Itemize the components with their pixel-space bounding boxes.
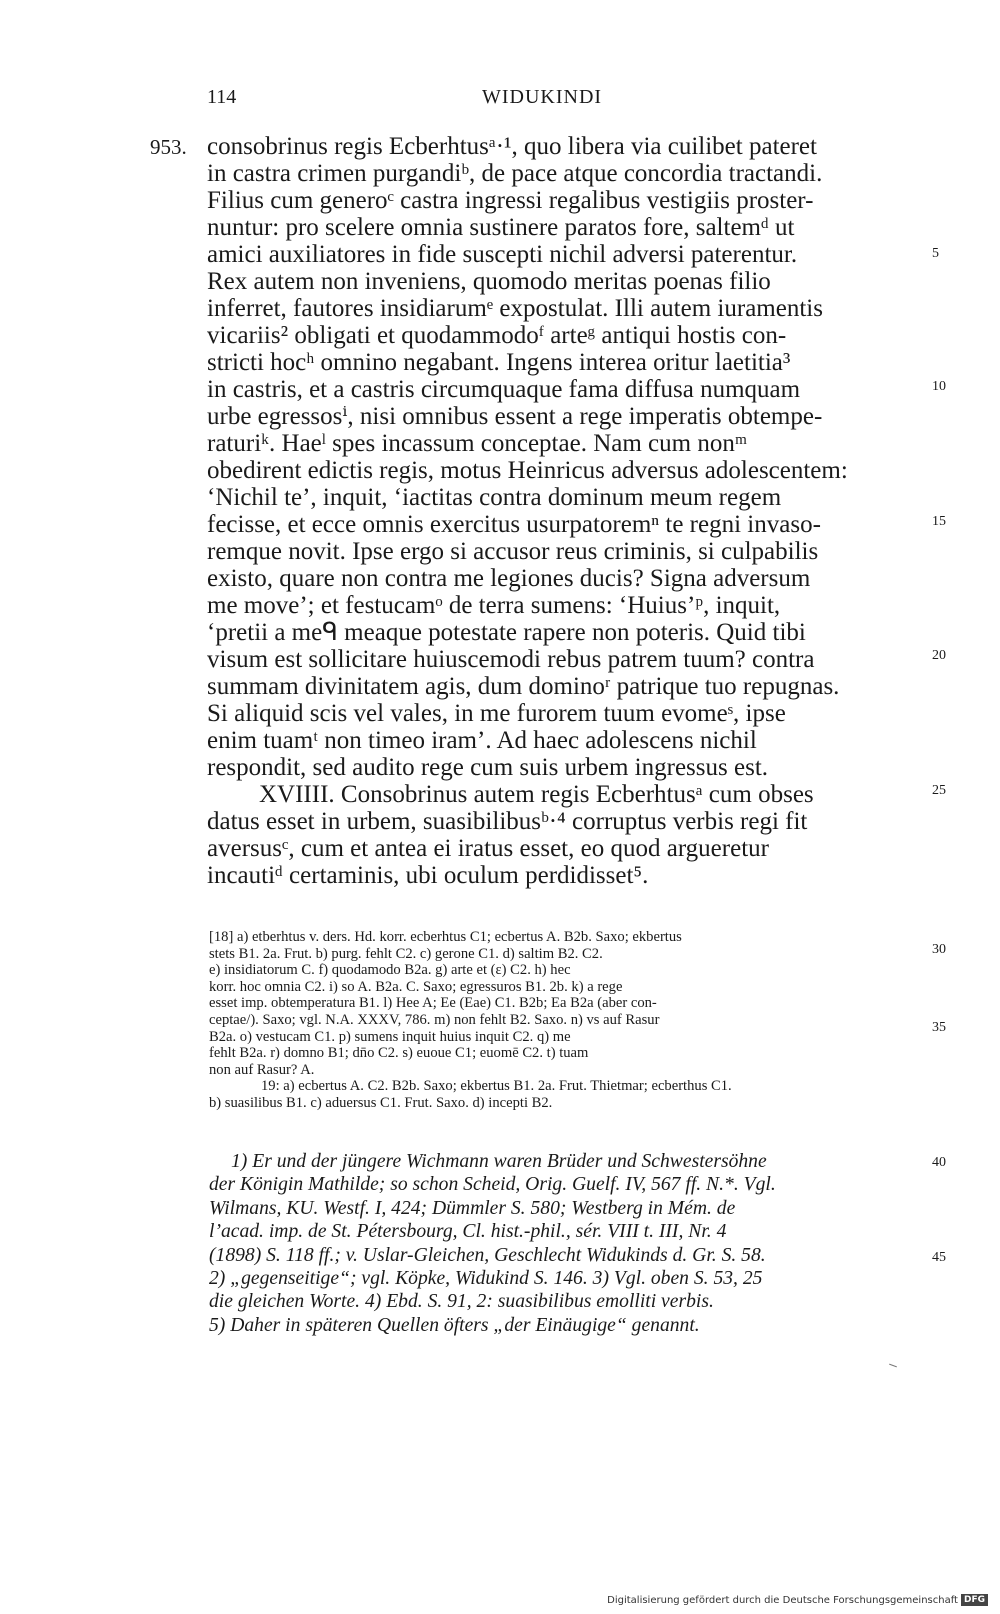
apparatus-line: korr. hoc omnia C2. i) so A. B2a. C. Saxo; egressuros B1. 2b. k) a rege (209, 978, 623, 995)
text-line: vicariis² obligati et quodammodoᶠ arteᵍ antiqui hostis con- (207, 322, 787, 349)
text-line: amici auxiliatores in fide suscepti nichil adversi paterentur. (207, 241, 798, 268)
footnote-line: l’acad. imp. de St. Pétersbourg, Cl. hist.-phil., sér. VIII t. III, Nr. 4 (209, 1221, 727, 1243)
footnote-line: 1) Er und der jüngere Wichmann waren Brüder und Schwestersöhne (231, 1151, 767, 1172)
text-line: urbe egressosⁱ, nisi omnibus essent a rege imperatis obtempe- (207, 403, 823, 430)
text-line: nuntur: pro scelere omnia sustinere paratos fore, saltemᵈ ut (207, 214, 795, 241)
footnote-line: Wilmans, KU. Westf. I, 424; Dümmler S. 580; Westberg in Mém. de (209, 1197, 736, 1219)
apparatus-line: [18] a) etberhtus v. ders. Hd. korr. ecberhtus C1; ecbertus A. B2b. Saxo; ekbertus (209, 929, 682, 945)
text-line: incautiᵈ certaminis, ubi oculum perdidisset⁵. (207, 862, 649, 889)
critical-apparatus (209, 929, 914, 1112)
text-line: visum est sollicitare huiuscemodi rebus patrem tuum? contra (207, 646, 815, 673)
running-title: WIDUKINDI (482, 86, 603, 108)
footnote-line: die gleichen Worte. 4) Ebd. S. 91, 2: suasibilibus emolliti verbis. (209, 1291, 714, 1313)
footnote-line: der Königin Mathilde; so schon Scheid, Orig. Guelf. IV, 567 ff. N.*. Vgl. (209, 1174, 776, 1196)
text-line: Filius cum generoᶜ castra ingressi regalibus vestigiis proster- (207, 187, 814, 214)
text-line: respondit, sed audito rege cum suis urbem ingressus est. (207, 754, 769, 781)
text-line: fecisse, et ecce omnis exercitus usurpatoremⁿ te regni invaso- (207, 511, 821, 538)
line-number: 5 (932, 246, 939, 261)
line-number: 35 (932, 1020, 946, 1035)
line-number: 45 (932, 1250, 946, 1265)
apparatus-line: e) insidiatorum C. f) quodamodo B2a. g) arte et (ɛ) C2. h) hec (209, 962, 571, 979)
text-line: Si aliquid scis vel vales, in me furorem tuum evomeˢ, ipse (207, 700, 786, 727)
text-line: existo, quare non contra me legiones ducis? Signa adversum (207, 565, 811, 592)
apparatus-line: stets B1. 2a. Frut. b) purg. fehlt C2. c) gerone C1. d) saltim B2. C2. (209, 945, 603, 962)
text-line: summam divinitatem agis, dum dominoʳ patrique tuo repugnas. (207, 673, 840, 700)
text-line: stricti hocʰ omnino negabant. Ingens interea oritur laetitia³ (207, 349, 791, 376)
page-number: 114 (207, 86, 237, 108)
year-marker: 953. (150, 135, 187, 159)
apparatus-line: non auf Rasur? A. (209, 1061, 315, 1078)
text-line: ‘Nichil te’, inquit, ‘iactitas contra dominum meum regem (207, 484, 782, 511)
text-line: consobrinus regis Ecberhtusᵃ·¹, quo libera via cuilibet pateret (207, 133, 817, 160)
text-line: in castris, et a castris circumquaque fama diffusa numquam (207, 376, 801, 403)
apparatus-line: B2a. o) vestucam C1. p) sumens inquit huius inquit C2. q) me (209, 1028, 571, 1045)
main-text (207, 133, 912, 889)
text-line: Rex autem non inveniens, quomodo meritas poenas filio (207, 268, 771, 295)
apparatus-line: b) suasilibus B1. c) aduersus C1. Frut. Saxo. d) incepti B2. (209, 1094, 553, 1111)
text-line: in castra crimen purgandiᵇ, de pace atque concordia tractandi. (207, 160, 823, 187)
footnotes (209, 1150, 914, 1337)
line-number: 40 (932, 1155, 946, 1170)
text-line: datus esset in urbem, suasibilibusᵇ·⁴ corruptus verbis regi fit (207, 808, 808, 835)
chapter-start-line: XVIIII. Consobrinus autem regis Ecberhtusᵃ cum obses (259, 781, 814, 808)
line-number: 15 (932, 514, 946, 529)
text-line: me move’; et festucamᵒ de terra sumens: ‘Huius’ᵖ, inquit, (207, 592, 781, 619)
dfg-logo: DFG (961, 1594, 988, 1606)
text-line: obedirent edictis regis, motus Heinricus adversus adolescentem: (207, 457, 848, 484)
apparatus-line: esset imp. obtemperatura B1. l) Hee A; Ee (Eae) C1. B2b; Ea B2a (aber con- (209, 995, 657, 1012)
apparatus-line: ceptae/). Saxo; vgl. N.A. XXXV, 786. m) non fehlt B2. Saxo. n) vs auf Rasur (209, 1011, 660, 1028)
text-line: ‘pretii a meᑫ meaque potestate rapere non poteris. Quid tibi (207, 619, 806, 646)
line-number: 10 (932, 379, 946, 394)
text-line: aversusᶜ, cum et antea ei iratus esset, eo quod argueretur (207, 835, 769, 862)
line-number: 25 (932, 783, 946, 798)
text-line: remque novit. Ipse ergo si accusor reus criminis, si culpabilis (207, 538, 819, 565)
line-number: 30 (932, 942, 946, 957)
text-line: inferret, fautores insidiarumᵉ expostulat. Illi autem iuramentis (207, 295, 823, 322)
footnote-line: 2) „gegenseitige“; vgl. Köpke, Widukind S. 146. 3) Vgl. oben S. 53, 25 (209, 1267, 763, 1289)
text-line: enim tuamᵗ non timeo iram’. Ad haec adolescens nichil (207, 727, 757, 754)
footnote-line: (1898) S. 118 ff.; v. Uslar-Gleichen, Geschlecht Widukinds d. Gr. S. 58. (209, 1244, 766, 1266)
line-number: 20 (932, 648, 946, 663)
dfg-notice-text: Digitalisierung gefördert durch die Deutsche Forschungsgemeinschaft (607, 1594, 958, 1606)
stray-mark (889, 1364, 897, 1368)
apparatus-line: 19: a) ecbertus A. C2. B2b. Saxo; ekbertus B1. 2a. Frut. Thietmar; ecberthus C1. (261, 1078, 732, 1095)
apparatus-line: fehlt B2a. r) domno B1; dn̄o C2. s) euoue C1; euomē C2. t) tuam (209, 1045, 589, 1062)
digitization-notice (607, 1594, 988, 1606)
footnote-line: 5) Daher in späteren Quellen öfters „der Einäugige“ genannt. (209, 1314, 700, 1336)
text-line: raturiᵏ. Haeˡ spes incassum conceptae. Nam cum nonᵐ (207, 430, 748, 457)
